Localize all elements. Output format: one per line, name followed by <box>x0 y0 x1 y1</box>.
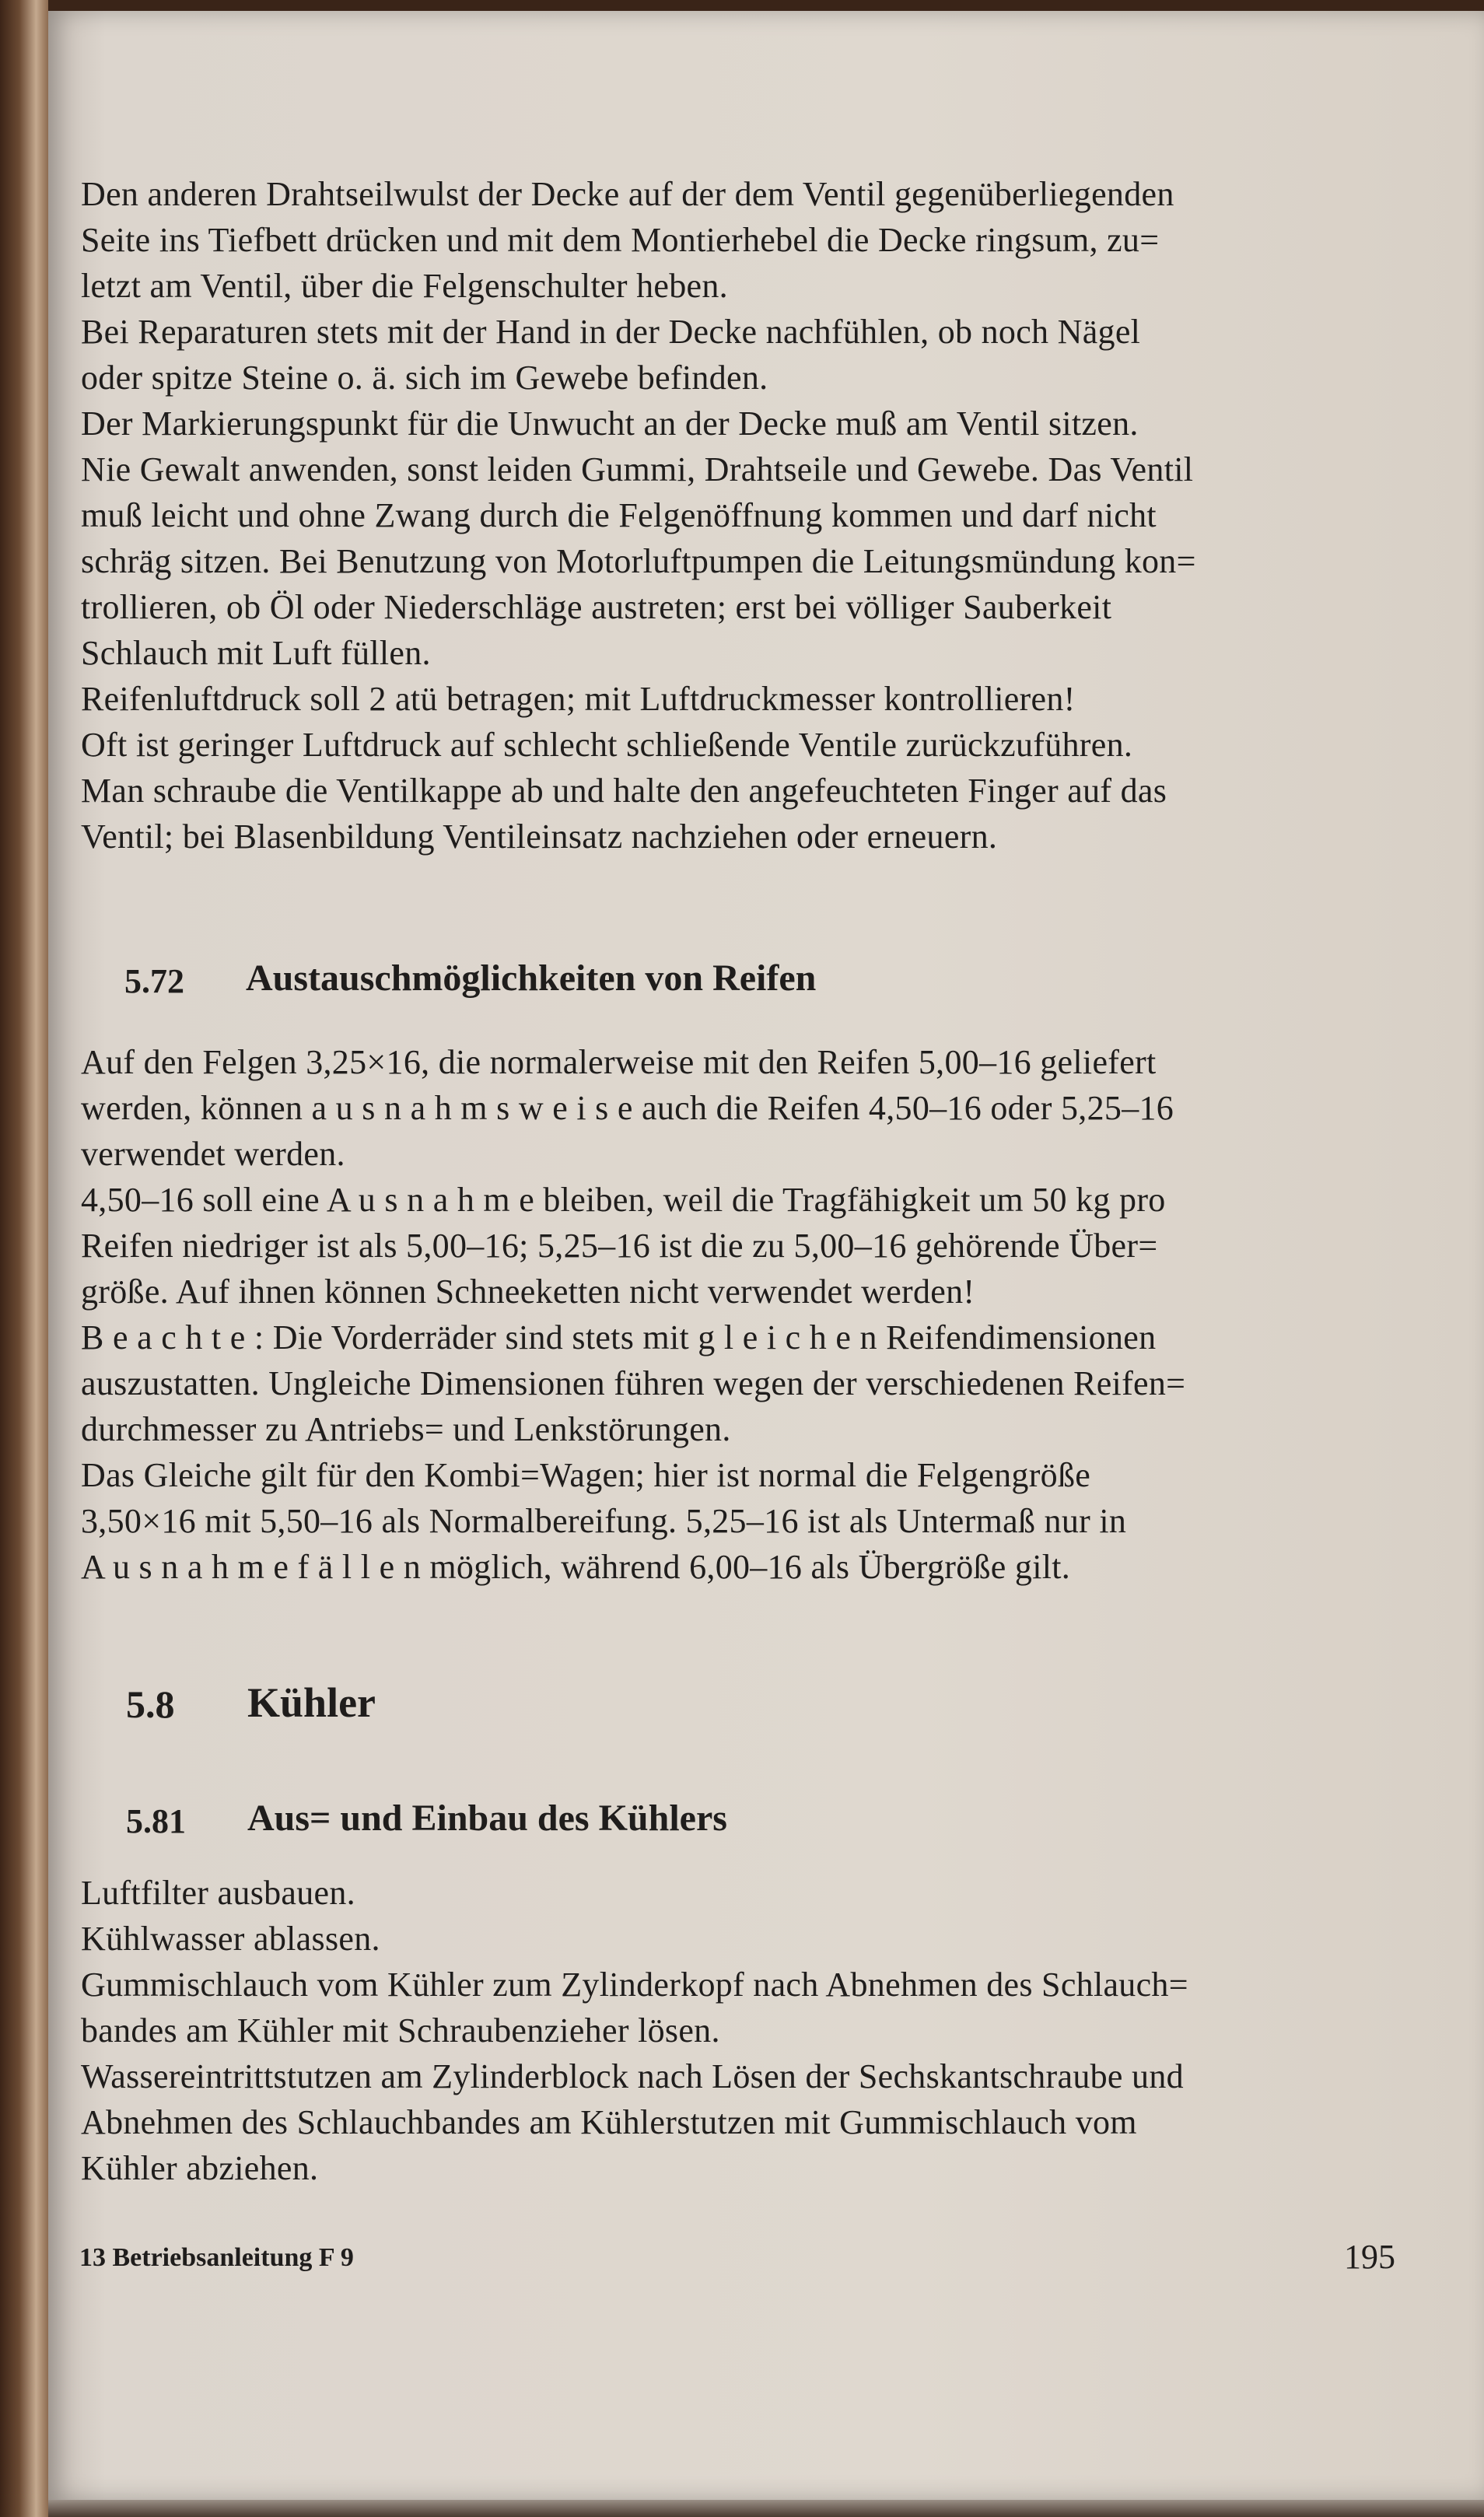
paragraph-tire-mounting: Den anderen Drahtseilwulst der Decke auf der dem Ventil gegenüberliegenden Seite ins Tiefbett drücken und mit dem Montierhebel die Decke ringsum, zu= letzt am Ventil, über die Felgenschulter heben. Bei Reparaturen stets mit der Hand in der Decke nachfühlen, ob noch Nägel oder spitze Steine o. ä. sich im Gewebe befinden. Der Markierungspunkt für die Unwucht an der Decke muß am Ventil sitzen. Nie Gewalt anwenden, sonst leiden Gummi, Drahtseile und Gewebe. Das Ventil muß leicht und ohne Zwang durch die Felgenöffnung kommen und darf nicht schräg sitzen. Bei Benutzung von Motorluftpumpen die Leitungsmündung kon= trollieren, ob Öl oder Niederschläge austreten; erst bei völliger Sauberkeit Schlauch mit Luft füllen. Reifenluftdruck soll 2 atü betragen; mit Luftdruckmesser kontrollieren! Oft ist geringer Luftdruck auf schlecht schließende Ventile zurückzuführen. Man schraube die Ventilkappe ab und halte den angefeuchteten Finger auf das Ventil; bei Blasenbildung Ventileinsatz nachziehen oder erneuern. <box>81 175 1196 856</box>
section-title-5-81: Aus= und Einbau des Kühlers <box>247 1798 727 1839</box>
section-title-5-72: Austauschmöglichkeiten von Reifen <box>246 957 817 999</box>
section-number-5-8: 5.8 <box>126 1682 175 1726</box>
section-title-5-8: Kühler <box>247 1679 376 1726</box>
footer-book-title: 13 Betriebsanleitung F 9 <box>79 2243 354 2272</box>
section-number-5-72: 5.72 <box>124 962 184 1000</box>
paragraph-tire-exchange: Auf den Felgen 3,25×16, die normalerweise mit den Reifen 5,00–16 geliefert werden, können a u s n a h m s w e i s e auch die Reifen 4,50–16 oder 5,25–16 verwendet werden. 4,50–16 soll eine A u s n a h m e bleiben, weil die Tragfähigkeit um 50 kg pro Reifen niedriger ist als 5,00–16; 5,25–16 ist die zu 5,00–16 gehörende Über= größe. Auf ihnen können Schneeketten nicht verwendet werden! B e a c h t e : Die Vorderräder sind stets mit g l e i c h e n Reifendimensionen auszustatten. Ungleiche Dimensionen führen wegen der verschiedenen Reifen= durchmesser zu Antriebs= und Lenkstörungen. Das Gleiche gilt für den Kombi=Wagen; hier ist normal die Felgengröße 3,50×16 mit 5,50–16 als Normalbereifung. 5,25–16 ist als Untermaß nur in A u s n a h m e f ä l l e n möglich, während 6,00–16 als Übergröße gilt. <box>81 1043 1186 1586</box>
book-binding-edge <box>0 0 48 2517</box>
paragraph-radiator-removal: Luftfilter ausbauen. Kühlwasser ablassen. Gummischlauch vom Kühler zum Zylinderkopf nach Abnehmen des Schlauch= bandes am Kühler mit Schraubenzieher lösen. Wassereintrittstutzen am Zylinderblock nach Lösen der Sechskantschraube und Abnehmen des Schlauchbandes am Kühlerstutzen mit Gummischlauch vom Kühler abziehen. <box>81 1874 1188 2187</box>
page-bottom-edge <box>48 2500 1484 2517</box>
section-number-5-81: 5.81 <box>126 1802 186 1840</box>
page-number: 195 <box>1344 2238 1395 2276</box>
